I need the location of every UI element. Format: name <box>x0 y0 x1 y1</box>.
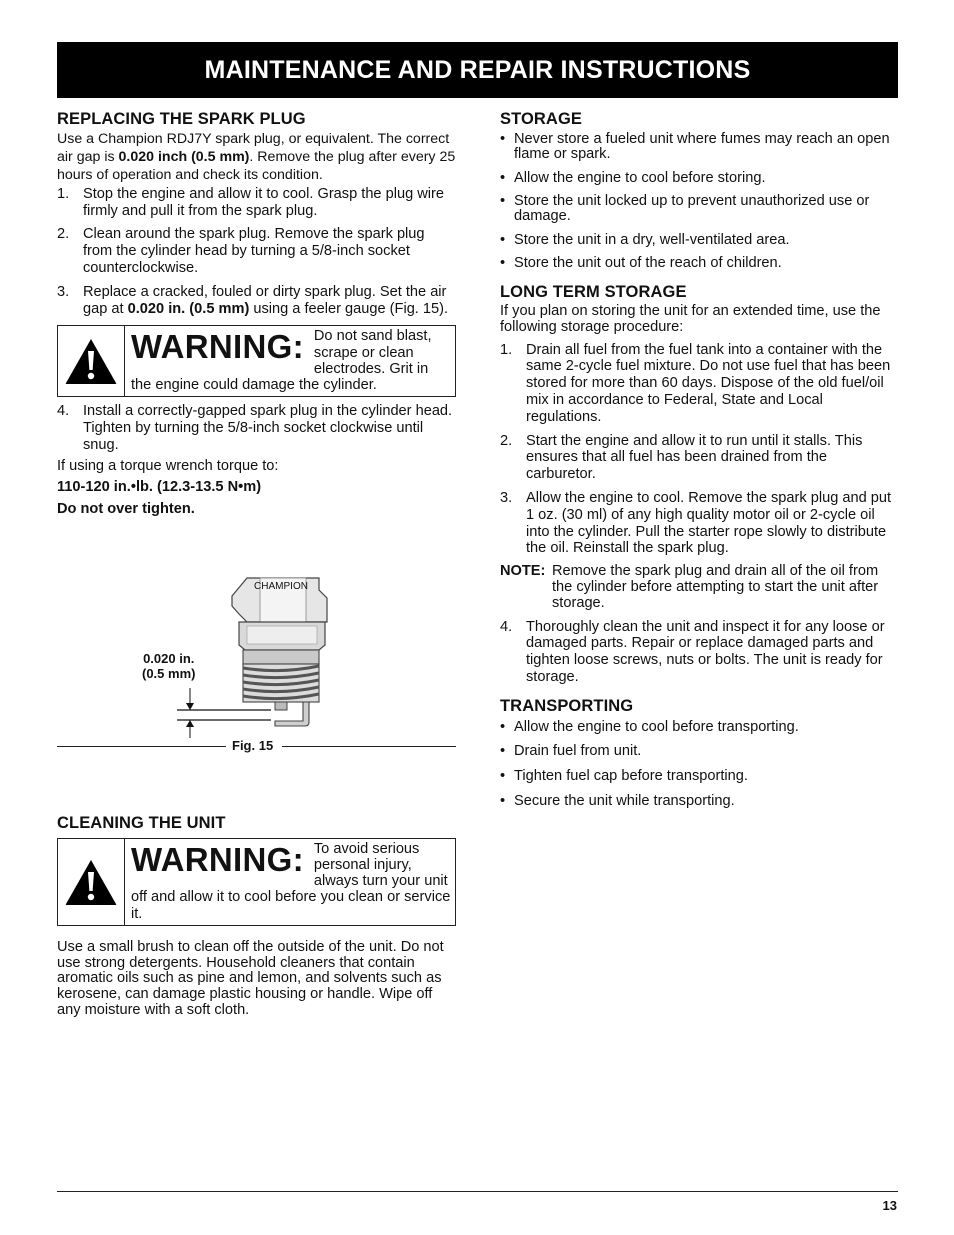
list-item: • Never store a fueled unit where fumes may reach an open flame or spark. <box>500 132 898 163</box>
warning-box-spark <box>57 325 456 397</box>
figure-15 <box>57 560 457 760</box>
step-text: Allow the engine to cool. Remove the spark plug and put 1 oz. (30 ml) of any high quality motor oil or 2-cycle oil into the cylinder. Pull the starter rope slowly to distribute the oil. Reinstall the spark plug. <box>526 489 892 557</box>
step-number: 1. <box>500 341 513 358</box>
step-number: 4. <box>500 618 513 635</box>
long-term-steps <box>500 342 898 558</box>
spark-plug-step-4 <box>57 403 457 453</box>
step-text: Install a correctly-gapped spark plug in the cylinder head. Tighten by turning the 5/8-inch socket clockwise until snug. <box>83 403 453 453</box>
spark-plug-heading: REPLACING THE SPARK PLUG <box>57 110 306 128</box>
list-item <box>57 186 457 220</box>
step-text: Replace a cracked, fouled or dirty spark plug. Set the air gap at <box>83 283 447 317</box>
list-item: • Tighten fuel cap before transporting. <box>500 768 898 785</box>
storage-note <box>500 564 898 611</box>
torque-warning: Do not over tighten. <box>57 501 195 518</box>
step-number: 2. <box>57 226 70 243</box>
warning-icon-cell <box>58 839 125 925</box>
footer-rule <box>57 1191 898 1192</box>
intro-text: Use a Champion RDJ7Y spark plug, or equivalent. The correct air gap is <box>57 130 450 165</box>
long-term-intro: If you plan on storing the unit for an extended time, use the following storage procedure: <box>500 302 881 335</box>
list-item: • Drain fuel from unit. <box>500 743 898 760</box>
warning-word: WARNING: <box>131 840 304 878</box>
step-text: Stop the engine and allow it to cool. Grasp the plug wire firmly and pull it from the spark plug. <box>83 185 445 219</box>
step-number: 3. <box>500 489 513 506</box>
list-item <box>500 433 898 483</box>
figure-rule-left <box>57 746 226 747</box>
warning-triangle-icon <box>63 857 119 907</box>
list-item <box>57 226 457 276</box>
list-item: • Store the unit in a dry, well-ventilated area. <box>500 232 898 249</box>
section-banner: MAINTENANCE AND REPAIR INSTRUCTIONS <box>57 42 898 98</box>
warning-icon-cell <box>58 326 125 396</box>
cleaning-section <box>57 815 457 1019</box>
note-text: Remove the spark plug and drain all of the oil from the cylinder before attempting to start the unit after storage. <box>552 563 879 611</box>
torque-intro: If using a torque wrench torque to: <box>57 457 279 474</box>
transporting-list <box>500 719 898 810</box>
left-column <box>57 111 457 518</box>
transporting-heading: TRANSPORTING <box>500 696 634 715</box>
gap-label-line1: 0.020 in. <box>143 651 195 666</box>
gap-label-line2: (0.5 mm) <box>142 666 196 681</box>
figure-caption: Fig. 15 <box>232 738 274 753</box>
intro-gap-value: 0.020 inch (0.5 mm) <box>118 148 250 165</box>
plug-brand-label: CHAMPION <box>254 581 308 592</box>
long-term-heading: LONG TERM STORAGE <box>500 283 687 302</box>
warning-word: WARNING: <box>131 328 304 366</box>
note-label: NOTE: <box>500 563 546 580</box>
step-text: Drain all fuel from the fuel tank into a container with the same 2-cycle fuel mixture. Do not use fuel that has been stored for more than 60 days. Dispose of the old fuel/oil mix in accordance to Federal, State and Local regulations. <box>526 341 891 425</box>
gap-label <box>142 651 195 681</box>
page-number: 13 <box>882 1198 897 1213</box>
list-item: • Secure the unit while transporting. <box>500 793 898 810</box>
long-term-step-4 <box>500 619 898 686</box>
warning-text: Do not sand blast, scrape or clean electrodes. Grit in the engine could damage the cylinder. <box>131 328 432 393</box>
warning-box-cleaning <box>57 838 456 926</box>
storage-heading: STORAGE <box>500 110 582 128</box>
storage-list <box>500 132 898 272</box>
spark-plug-intro <box>57 130 457 184</box>
spark-plug-steps <box>57 186 457 318</box>
right-column <box>500 111 898 810</box>
figure-rule-right <box>282 746 456 747</box>
intro-text-end: . Remove the plug after every 25 hours of operation and check its condition. <box>57 148 456 183</box>
list-item: • Store the unit locked up to prevent unauthorized use or damage. <box>500 194 898 225</box>
step-text: Thoroughly clean the unit and inspect it for any loose or damaged parts. Repair or replace damaged parts and tighten loose screws, nuts or bolts. The unit is ready for storage. <box>526 618 885 685</box>
warning-content <box>125 839 455 925</box>
list-item <box>500 619 898 686</box>
air-gap-value: 0.020 in. (0.5 mm) <box>127 300 250 317</box>
list-item <box>500 490 898 557</box>
list-item: • Store the unit out of the reach of children. <box>500 255 898 272</box>
warning-content <box>125 326 455 396</box>
step-text-end: using a feeler gauge (Fig. 15). <box>249 300 449 317</box>
step-number: 3. <box>57 283 70 300</box>
step-text: Start the engine and allow it to run until it stalls. This ensures that all fuel has been drained from the carburetor. <box>526 432 863 483</box>
cleaning-body: Use a small brush to clean off the outside of the unit. Do not use strong detergents. Household cleaners that contain aromatic oils such as pine and lemon, and solvents such as kerosene, can damage plastic housing or handle. Wipe off any moisture with a soft cloth. <box>57 938 444 1018</box>
spark-plug-illustration <box>57 560 457 740</box>
list-item: • Allow the engine to cool before storing. <box>500 170 898 187</box>
step-number: 1. <box>57 185 70 202</box>
cleaning-heading: CLEANING THE UNIT <box>57 814 226 832</box>
warning-text: To avoid serious personal injury, always turn your unit off and allow it to cool before you clean or service it. <box>131 840 451 922</box>
torque-value: 110-120 in.•lb. (12.3-13.5 N•m) <box>57 479 262 496</box>
list-item <box>57 284 457 318</box>
step-number: 2. <box>500 432 513 449</box>
step-number: 4. <box>57 403 70 420</box>
list-item <box>500 342 898 426</box>
step-text: Clean around the spark plug. Remove the spark plug from the cylinder head by turning a 5/8-inch socket counterclockwise. <box>83 226 425 276</box>
list-item: • Allow the engine to cool before transporting. <box>500 719 898 736</box>
warning-triangle-icon <box>63 336 119 386</box>
list-item <box>57 403 457 453</box>
